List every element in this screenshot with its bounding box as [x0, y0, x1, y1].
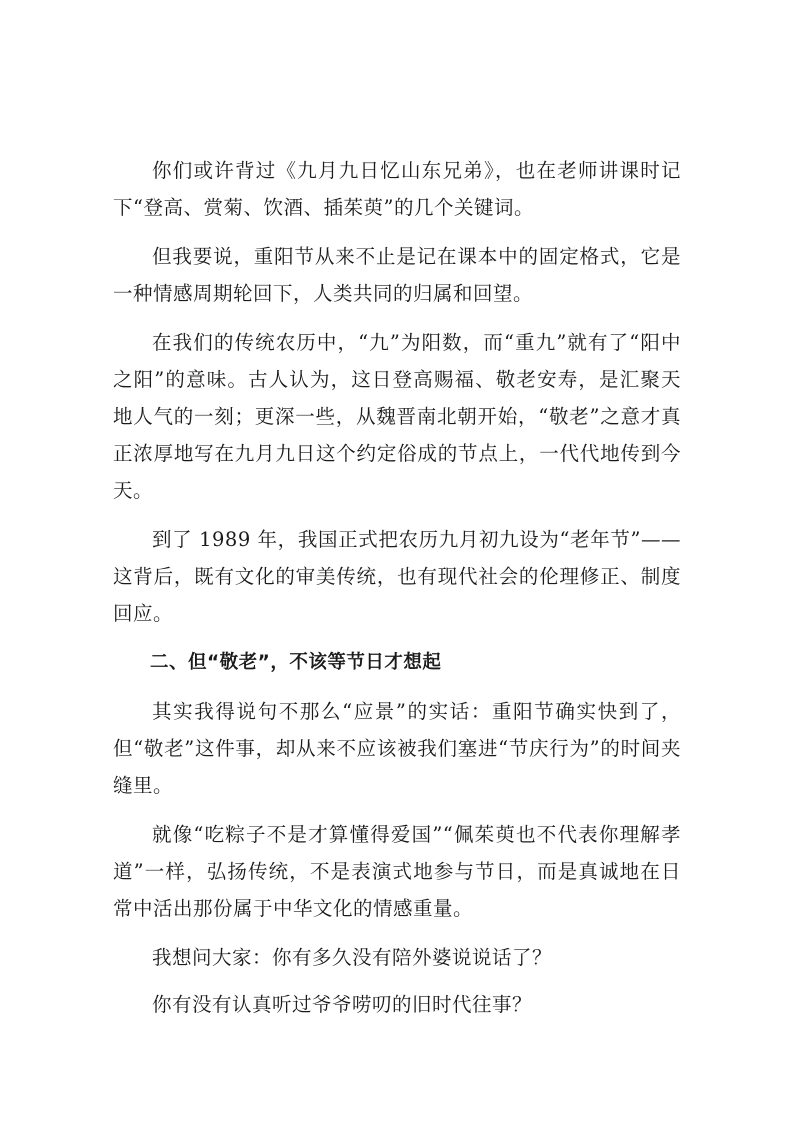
paragraph-6: 就像“吃粽子不是才算懂得爱国”“佩茱萸也不代表你理解孝道”一样，弘扬传统，不是表演式地参与节日，而是真诚地在日常中活出那份属于中华文化的情感重量。 [113, 823, 681, 920]
paragraph-8: 你有没有认真听过爷爷唠叨的旧时代往事？ [152, 993, 533, 1016]
paragraph-5: 其实我得说句不那么“应景”的实话：重阳节确实快到了，但“敬老”这件事，却从来不应该被我们塞进“节庆行为”的时间夹缝里。 [113, 700, 681, 797]
paragraph-4: 到了 1989 年，我国正式把农历九月初九设为“老年节”——这背后，既有文化的审美传统，也有现代社会的伦理修正、制度回应。 [113, 528, 681, 625]
paragraph-7: 我想问大家：你有多久没有陪外婆说说话了？ [152, 946, 553, 969]
paragraph-1: 你们或许背过《九月九日忆山东兄弟》，也在老师讲课时记下“登高、赏菊、饮酒、插茱萸”的几个关键词。 [113, 159, 681, 219]
paragraph-3: 在我们的传统农历中，“九”为阳数，而“重九”就有了“阳中之阳”的意味。古人认为，这日登高赐福、敬老安寿，是汇聚天地人气的一刻；更深一些，从魏晋南北朝开始，“敬老”之意才真正浓厚地写在九月九日这个约定俗成的节点上，一代代地传到今天。 [113, 331, 681, 502]
document-body [113, 152, 681, 1033]
paragraph-2: 但我要说，重阳节从来不止是记在课本中的固定格式，它是一种情感周期轮回下，人类共同的归属和回望。 [113, 245, 681, 305]
section-heading: 二、但“敬老”，不该等节日才想起 [150, 652, 442, 673]
